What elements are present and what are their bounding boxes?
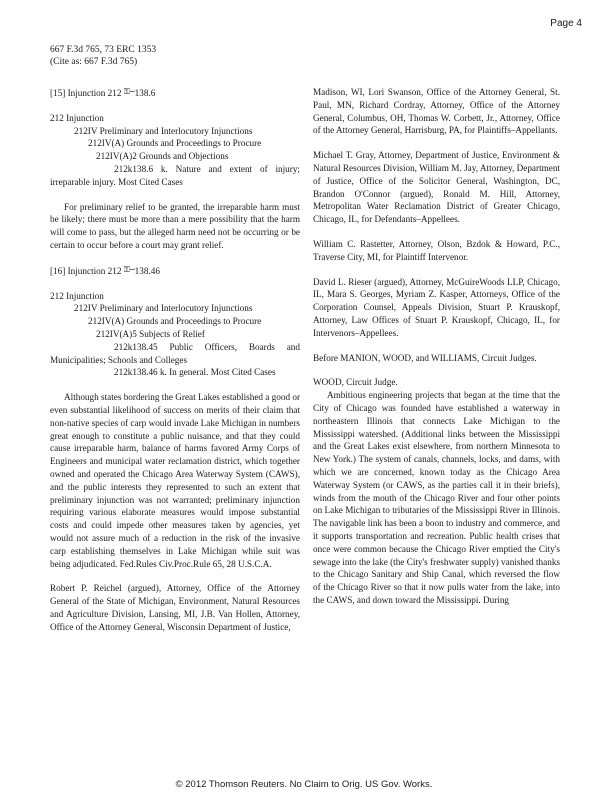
citation-header [50, 44, 156, 68]
headnote-15-key: 138.6 [134, 88, 156, 98]
keynumber-line: 212IV(A) Grounds and Proceedings to Procure [88, 138, 262, 149]
keynumber-line: 212k138.6 k. Nature and extent of injury; irreparable injury. Most Cited Cases [50, 163, 300, 187]
counsel-defendants: Michael T. Gray, Attorney, Department of Justice, Environment & Natural Resources Division, William M. Jay, Attorney, Department of Justice, Office of the Solicitor General, Washington, DC, Brandon O'Connor (argued), Ronald M. Hill, Attorney, Metropolitan Water Reclamation District of Greater Chicago, Chicago, IL, for Defendants–Appellees. [313, 150, 560, 225]
keynumber-line: 212IV(A)5 Subjects of Relief [96, 328, 205, 339]
right-column [313, 86, 560, 619]
key-symbol-icon: ⚿─ [123, 264, 135, 274]
headnote-15-keynumbers [50, 112, 300, 189]
headnote-16-key: 138.46 [134, 265, 160, 276]
counsel-plaintiffs-start: Robert P. Reichel (argued), Attorney, Office of the Attorney General of the State of Michigan, Environment, Natural Resources and Agriculture Division, Lansing, MI, J.B. Van Hollen, Attorney, Office of the Attorney General, Wisconsin Department of Justice, [50, 583, 300, 632]
keynumber-line: 212IV(A) Grounds and Proceedings to Procure [88, 316, 262, 327]
key-symbol-icon: ⚿─ [123, 87, 135, 96]
headnote-16-topic: [16] Injunction 212 [50, 265, 122, 276]
citation-reporter: 667 F.3d 765, 73 ERC 1353 [50, 45, 157, 55]
keynumber-line: 212 Injunction [50, 290, 104, 301]
opinion-author: WOOD, Circuit Judge. [313, 377, 398, 388]
keynumber-line: 212IV(A)2 Grounds and Objections [96, 151, 229, 162]
headnote-16-keynumbers [50, 290, 300, 380]
keynumber-line: 212IV Preliminary and Interlocutory Injunctions [74, 303, 253, 314]
headnote-15-topic: [15] Injunction 212 [50, 88, 122, 98]
counsel-plaintiff-intervenor: William C. Rastetter, Attorney, Olson, Bzdok & Howard, P.C., Traverse City, MI, for Plaintiff Intervenor. [313, 238, 560, 262]
counsel-plaintiffs-continued: Madison, WI, Lori Swanson, Office of the Attorney General, St. Paul, MN, Richard Cordray, Attorney, Office of the Attorney General, Columbus, OH, Thomas W. Corbett, Jr., Attorney, Office of the Attorney General, Harrisburg, PA, for Plaintiffs–Appellants. [313, 87, 560, 136]
page-number: Page 4 [550, 18, 582, 29]
opinion-text: Ambitious engineering projects that began at the time that the City of Chicago was founded have established a waterway in northeastern Illinois that connects Lake Michigan to the Mississippi watershed. (Additional links between the Mississippi and the Great Lakes exist elsewhere, from northern Minnesota to New York.) The system of canals, channels, locks, and dams, with which we are concerned, known today as the Chicago Area Waterway System (or CAWS, as the parties call it in their briefs), winds from the mouth of the Chicago River and four other points on Lake Michigan to tributaries of the Mississippi River in Illinois. The navigable link has been a boon to industry and commerce, and it supports transportation and recreation. Public health crises that once were common because the Chicago River emptied the City's sewage into the lake (the City's freshwater supply) vanished thanks to the Chicago Sanitary and Ship Canal, which reversed the flow of the Chicago River so that it now pulls water from the lake, into the CAWS, and down toward the Mississippi. During [313, 390, 560, 605]
headnote-15-text: For preliminary relief to be granted, the irreparable harm must be likely; there must be more than a mere possibility that the harm will come to pass, but the alleged harm need not be occurring or be certain to occur before a court may grant relief. [50, 201, 300, 250]
panel-judges: Before MANION, WOOD, and WILLIAMS, Circuit Judges. [313, 352, 537, 363]
headnote-16-label [50, 264, 300, 278]
keynumber-line: 212IV Preliminary and Interlocutory Injunctions [74, 125, 253, 136]
copyright-footer: © 2012 Thomson Reuters. No Claim to Orig. US Gov. Works. [175, 779, 433, 790]
headnote-16-text: Although states bordering the Great Lakes established a good or even substantial likelihood of success on merits of their claim that non-native species of carp would invade Lake Michigan in numbers great enough to constitute a public nuisance, and that they could cause irreparable harm, balance of harms favored Army Corps of Engineers and municipal water reclamation district, which together owned and operated the Chicago Area Waterway System (CAWS), and the public interests they represented to such an extent that preliminary injunction was not warranted; preliminary injunction requiring various elaborate measures would impose substantial costs and could impede other measures taken by agencies, yet would not assure much of a reduction in the risk of the invasive carp establishing themselves in Lake Michigan while suit was being adjudicated. Fed.Rules Civ.Proc.Rule 65, 28 U.S.C.A. [50, 392, 301, 569]
counsel-intervenors: David L. Rieser (argued), Attorney, McGuireWoods LLP, Chicago, IL, Mara S. Georges, Myriam Z. Kasper, Attorneys, Office of the Corporation Counsel, Appeals Division, Stuart P. Krauskopf, Attorney, Law Offices of Stuart P. Krauskopf, Chicago, IL, for Intervenors–Appellees. [313, 276, 560, 338]
keynumber-line: 212 Injunction [50, 112, 104, 123]
keynumber-line: 212k138.45 Public Officers, Boards and Municipalities; Schools and Colleges [50, 341, 300, 365]
citation-cite-as: (Cite as: 667 F.3d 765) [50, 57, 138, 67]
keynumber-line: 212k138.46 k. In general. Most Cited Cases [114, 367, 276, 378]
headnote-15-label [50, 86, 300, 100]
left-column [50, 86, 300, 645]
